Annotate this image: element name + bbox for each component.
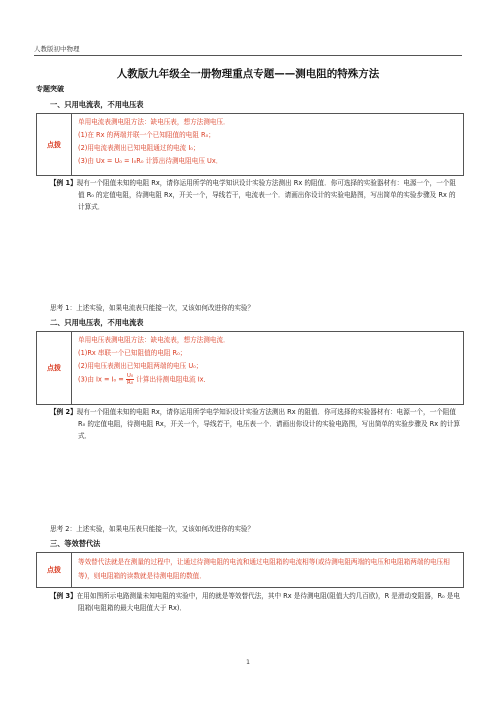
- example-text: 在用如图所示电路测量未知电阻的实验中，用的就是等效替代法，其中 Rx 是待测电阻(阻值大约几百欧)，R 是滑动变阻器，R₀ 是电阻箱(电阻箱的最大电阻值大于 Rx)．: [76, 592, 460, 612]
- header-rule: [34, 55, 462, 56]
- tip-line: (1)Rx 串联一个已知阻值的电阻 R₀；: [78, 349, 187, 357]
- tip-line: (2)用电流表测出已知电阻通过的电流 I₀；: [78, 144, 200, 152]
- formula-prefix: (3)由 Ix = I₀ =: [78, 375, 124, 384]
- tip-label: 点拨: [37, 114, 72, 175]
- section-3-tip-box: [36, 552, 464, 588]
- tip-content: [72, 332, 463, 404]
- fraction: [126, 373, 134, 386]
- fraction-denominator: R₀: [127, 380, 134, 386]
- tip-content: [72, 114, 463, 175]
- tip-line: 等效替代法就是在测量的过程中，让通过待测电阻的电流和通过电阻箱的电流相等(或待测电阻两端的电压和电阻箱两端的电压相等)，则电阻箱的读数就是待测电阻的数值．: [78, 558, 450, 580]
- example-2: [50, 406, 462, 442]
- section-1-tip-box: [36, 113, 464, 176]
- tip-label: 点拨: [37, 332, 72, 404]
- subtitle: 专题突破: [36, 85, 64, 93]
- fraction-numerator: U₀: [126, 373, 134, 379]
- example-1: [50, 177, 462, 213]
- section-3-heading: 三、等效替代法: [50, 539, 101, 548]
- example-text: 现有一个阻值未知的电阻 Rx，请你运用所学的电学知识设计实验方法测出 Rx 的阻值．你可选择的实验器材有：电源一个，一个阻值 R₀ 的定值电阻，待测电阻 Rx，开关一个，导线若干，电流表一个．请画出你设计的实验电路图，写出简单的实验步骤及 Rx 的计算式．: [76, 179, 456, 211]
- tip-line-formula: [78, 373, 459, 387]
- tip-line: (1)在 Rx 的两端并联一个已知阻值的电阻 R₀；: [78, 131, 215, 139]
- formula-suffix: 计算出待测电阻电流 Ix．: [136, 375, 211, 384]
- example-label: 【例 2】: [50, 408, 77, 416]
- tip-line: 单用电流表测电阻方法：缺电压表，想方法测电压．: [78, 118, 230, 126]
- example-3: [50, 590, 462, 614]
- think-question-2: 思考 2：上述实验，如果电压表只能接一次，又该如何改进你的实验？: [50, 525, 255, 533]
- tip-line: 单用电压表测电阻方法：缺电流表，想方法测电流．: [78, 336, 230, 344]
- think-question-1: 思考 1：上述实验，如果电流表只能接一次，又该如何改进你的实验？: [50, 304, 255, 312]
- tip-line: (3)由 Ux = U₀ = I₀R₀ 计算出待测电阻电压 Ux．: [78, 157, 223, 165]
- section-2-heading: 二、只用电压表，不用电流表: [50, 318, 144, 327]
- page-title: 人教版九年级全一册物理重点专题——测电阻的特殊方法: [116, 68, 380, 80]
- tip-line: (2)用电压表测出已知电阻两端的电压 U₀；: [78, 362, 203, 370]
- tip-label: 点拨: [37, 553, 72, 587]
- section-1-heading: 一、只用电流表，不用电压表: [50, 100, 144, 109]
- example-label: 【例 3】: [50, 592, 77, 600]
- section-2-tip-box: [36, 331, 464, 405]
- example-label: 【例 1】: [50, 179, 77, 187]
- page-number: 1: [246, 659, 250, 666]
- example-text: 现有一个阻值未知的电阻 Rx，请你运用所学电学知识设计实验方法测出 Rx 的阻值．你可选择的实验器材有：电源一个，一个阻值 R₀ 的定值电阻，待测电阻 Rx，开关一个，导线若干，电压表一个．请画出你设计的实验电路图，写出简单的实验步骤及 Rx 的计算式．: [76, 408, 461, 440]
- tip-content: [72, 553, 463, 587]
- page-header: 人教版初中物理: [34, 45, 80, 53]
